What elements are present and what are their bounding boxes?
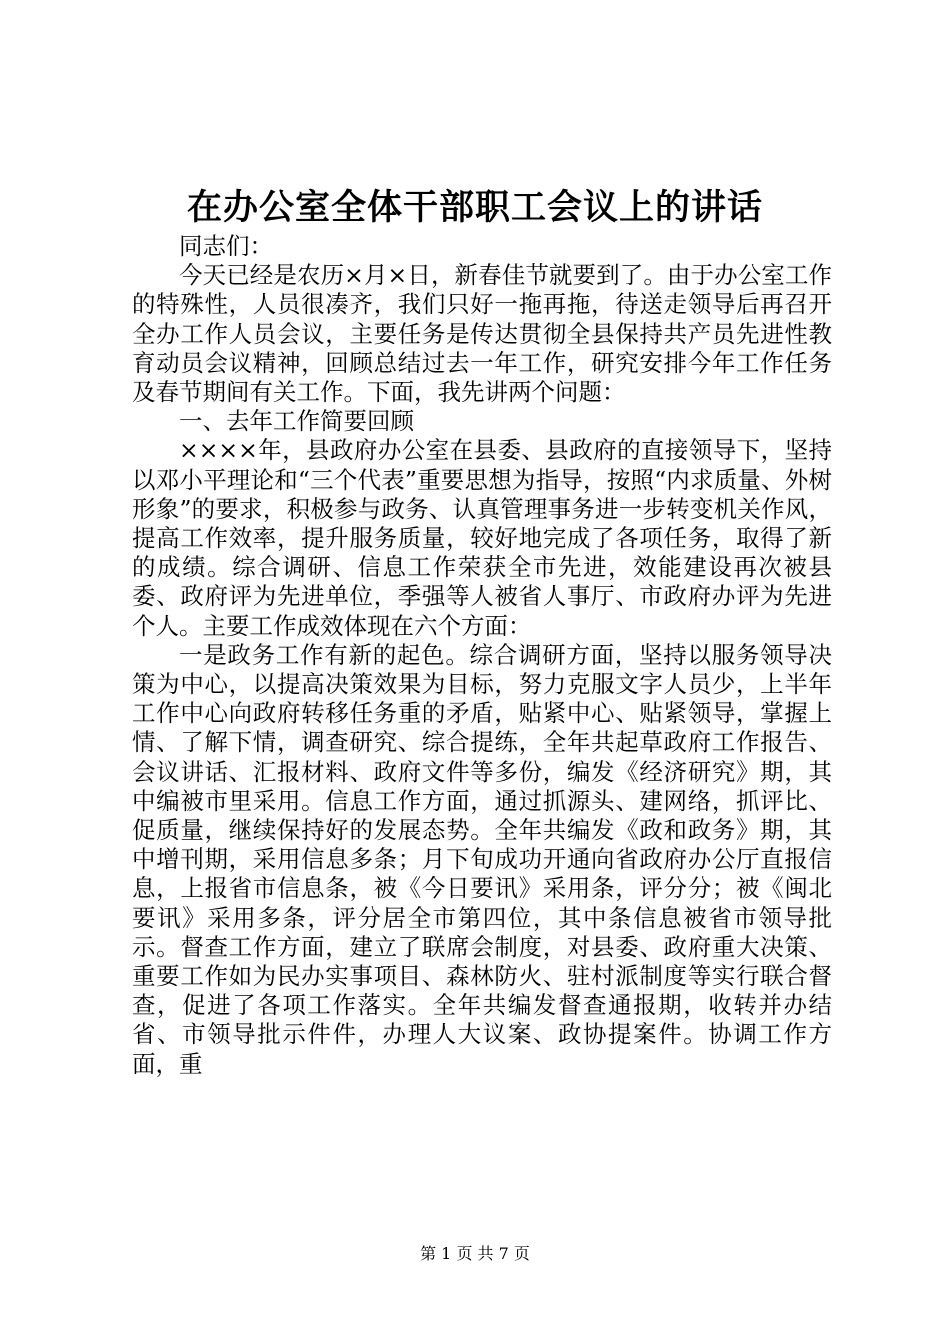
intro-paragraph: 今天已经是农历×月×日，新春佳节就要到了。由于办公室工作的特殊性，人员很凑齐，我们只好一拖再拖，待送走领导后再召开全办工作人员会议，主要任务是传达贯彻全县保持共产员先进性教育动员会议精神，回顾总结过去一年工作，研究安排今年工作任务及春节期间有关工作。下面，我先讲两个问题： — [132, 261, 832, 407]
document-title: 在办公室全体干部职工会议上的讲话 — [186, 187, 763, 228]
review-paragraph: ××××年，县政府办公室在县委、县政府的直接领导下，坚持以邓小平理论和“三个代表”重要思想为指导，按照“内求质量、外树形象”的要求，积极参与政务、认真管理事务进一步转变机关作风，提高工作效率，提升服务质量，较好地完成了各项任务，取得了新的成绩。综合调研、信息工作荣获全市先进，效能建设再次被县委、政府评为先进单位，季强等人被省人事厅、市政府办评为先进个人。主要工作成效体现在六个方面： — [132, 436, 832, 640]
achievement-paragraph: 一是政务工作有新的起色。综合调研方面，坚持以服务领导决策为中心，以提高决策效果为目标，努力克服文字人员少，上半年工作中心向政府转移任务重的矛盾，贴紧中心、贴紧领导，掌握上情、了解下情，调查研究、综合提练，全年共起草政府工作报告、会议讲话、汇报材料、政府文件等多份，编发《经济研究》期，其中编被市里采用。信息工作方面，通过抓源头、建网络，抓评比、促质量，继续保持好的发展态势。全年共编发《政和政务》期，其中增刊期，采用信息多条；月下旬成功开通向省政府办公厅直报信息，上报省市信息条，被《今日要讯》采用条，评分分；被《闽北要讯》采用多条，评分居全市第四位，其中条信息被省市领导批示。督查工作方面，建立了联席会制度，对县委、政府重大决策、重要工作如为民办实事项目、森林防火、驻村派制度等实行联合督查，促进了各项工作落实。全年共编发督查通报期，收转并办结省、市领导批示件件，办理人大议案、政协提案件。协调工作方面，重 — [132, 640, 832, 1078]
page-number-footer: 第 1 页 共 7 页 — [420, 1244, 530, 1263]
section-heading: 一、去年工作简要回顾 — [179, 407, 414, 436]
salutation-paragraph: 同志们： — [179, 232, 273, 260]
document-body — [132, 232, 832, 1079]
